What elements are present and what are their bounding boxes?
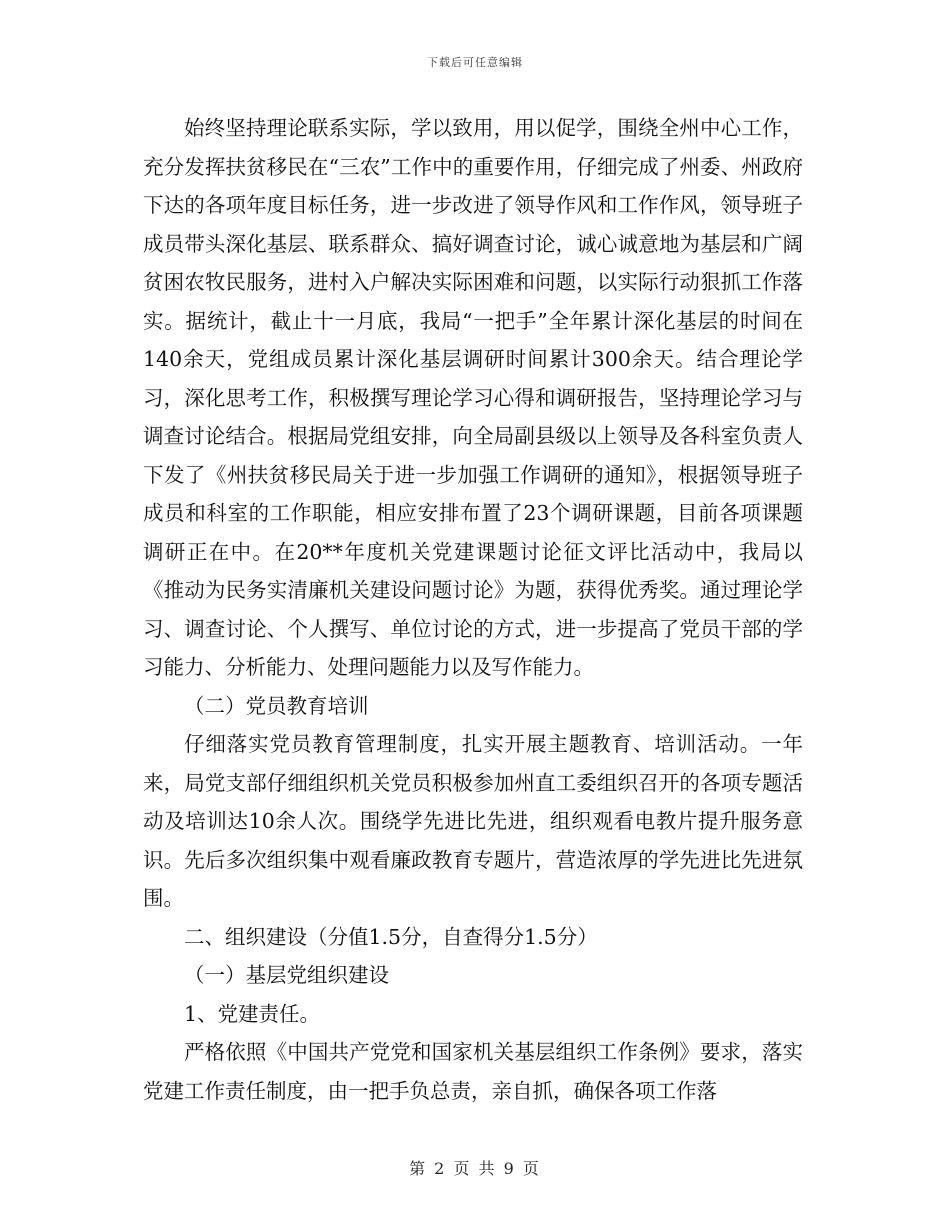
paragraph-party-responsibility: 严格依照《中国共产党党和国家机关基层组织工作条例》要求，落实党建工作责任制度，由一把手负总责，亲自抓，确保各项工作落 xyxy=(143,1040,803,1103)
heading-grassroots-party: （一）基层党组织建设 xyxy=(184,963,389,987)
page-footer: 第 2 页 共 9 页 xyxy=(409,1159,541,1178)
page-header: 下载后可任意编辑 xyxy=(427,56,523,69)
heading-party-responsibility: 1、党建责任。 xyxy=(184,1001,321,1026)
document-body xyxy=(143,109,803,1110)
heading-member-training: （二）党员教育培训 xyxy=(184,693,369,718)
paragraph-theory-practice: 始终坚持理论联系实际，学以致用，用以促学，围绕全州中心工作，充分发挥扶贫移民在“三农”工作中的重要作用，仔细完成了州委、州政府下达的各项年度目标任务，进一步改进了领导作风和工作作风，领导班子成员带头深化基层、联系群众、搞好调查讨论，诚心诚意地为基层和广阔贫困农牧民服务，进村入户解决实际困难和问题，以实际行动狠抓工作落实。据统计，截止十一月底，我局“一把手”全年累计深化基层的时间在140余天，党组成员累计深化基层调研时间累计300余天。结合理论学习，深化思考工作，积极撰写理论学习心得和调研报告，坚持理论学习与调查讨论结合。根据局党组安排，向全局副县级以上领导及各科室负责人下发了《州扶贫移民局关于进一步加强工作调研的通知》，根据领导班子成员和科室的工作职能，相应安排布置了23个调研课题，目前各项课题调研正在中。在20**年度机关党建课题讨论征文评比活动中，我局以《推动为民务实清廉机关建设问题讨论》为题，获得优秀奖。通过理论学习、调查讨论、个人撰写、单位讨论的方式，进一步提高了党员干部的学习能力、分析能力、处理问题能力以及写作能力。 xyxy=(143,116,803,679)
heading-organization-building: 二、组织建设（分值1.5分，自查得分1.5分） xyxy=(184,924,598,949)
paragraph-member-training: 仔细落实党员教育管理制度，扎实开展主题教育、培训活动。一年来，局党支部仔细组织机关党员积极参加州直工委组织召开的各项专题活动及培训达10余人次。围绕学先进比先进，组织观看电教片提升服务意识。先后多次组织集中观看廉政教育专题片，营造浓厚的学先进比先进氛围。 xyxy=(143,732,803,910)
